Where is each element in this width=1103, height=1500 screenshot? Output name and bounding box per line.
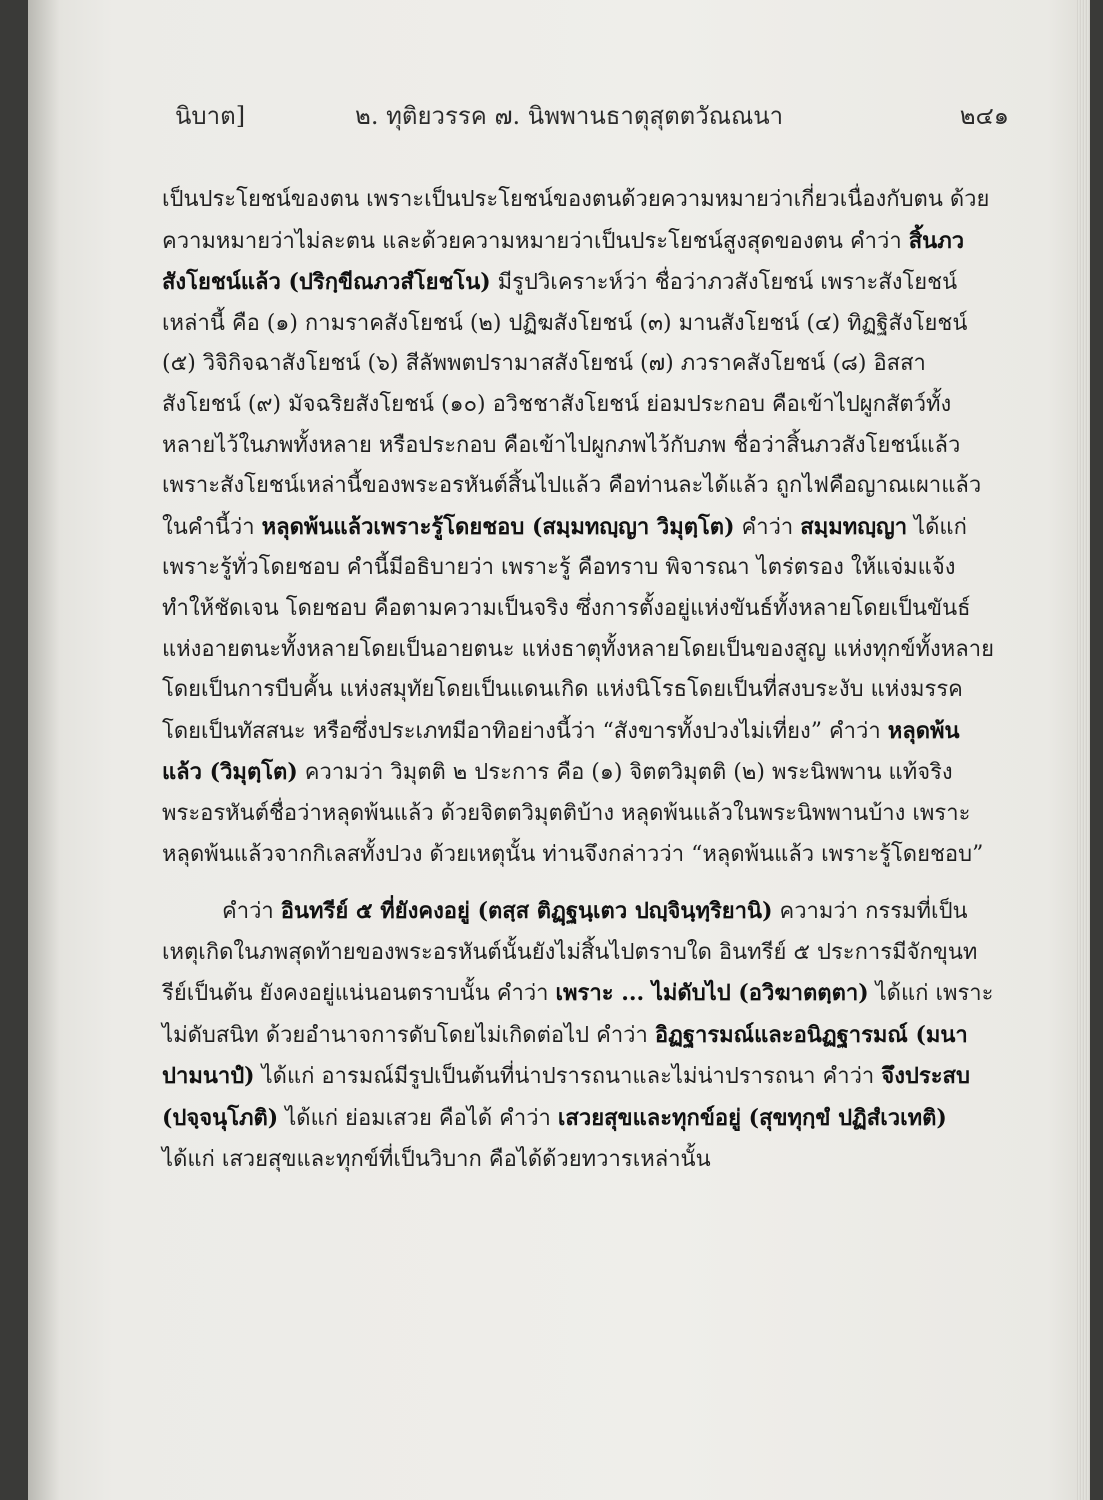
page-body	[162, 180, 994, 1180]
page-edge	[1077, 0, 1090, 1500]
term-bold: สมฺมทญฺญา	[800, 513, 908, 540]
text-run: เป็นประโยชน์ของตน เพราะเป็นประโยชน์ของตนด้วยความหมายว่าเกี่ยวเนื่องกับตน ด้วยความหมายว่าไม่ละตน และด้วยความหมายว่าเป็นประโยชน์สูงสุดของตน คำว่า	[162, 187, 990, 254]
text-run: ได้แก่ เพราะรู้ทั่วโดยชอบ คำนี้มีอธิบายว่า เพราะรู้ คือทราบ พิจารณา ไตร่ตรอง ให้แจ่มแจ้ง ทำให้ชัดเจน โดยชอบ คือตามความเป็นจริง ซึ่งการตั้งอยู่แห่งขันธ์ทั้งหลายโดยเป็นขันธ์ แห่งอายตนะทั้งหลายโดยเป็นอายตนะ แห่งธาตุทั้งหลายโดยเป็นของสูญ แห่งทุกข์ทั้งหลายโดยเป็นการบีบคั้น แห่งสมุทัยโดยเป็นแดนเกิด แห่งนิโรธโดยเป็นที่สงบระงับ แห่งมรรคโดยเป็นทัสสนะ หรือซึ่งประเภทมีอาทิอย่างนี้ว่า “สังขารทั้งปวงไม่เที่ยง” คำว่า	[162, 514, 995, 744]
term-bold: เพราะ ... ไม่ดับไป (อวิฆาตตฺตา)	[555, 980, 869, 1007]
header-section-label: นิบาต]	[175, 102, 246, 130]
header-chapter-title: ๒. ทุติยวรรค ๗. นิพพานธาตุสุตตวัณณนา	[355, 102, 784, 130]
text-run: ได้แก่ เพราะไม่ดับสนิท ด้วยอำนาจการดับโดยไม่เกิดต่อไป คำว่า	[162, 981, 994, 1048]
paragraph-2	[162, 891, 994, 1180]
running-header	[175, 96, 1009, 136]
text-run: ได้แก่ เสวยสุขและทุกข์ที่เป็นวิบาก คือได้ด้วยทวารเหล่านั้น	[162, 1106, 954, 1172]
paragraph-1	[162, 180, 994, 875]
text-run: คำว่า	[222, 899, 281, 925]
term-bold: อิฏฐารมณ์และอนิฏฐารมณ์ (มนาปามนาปํ)	[162, 1021, 968, 1090]
text-run: ได้แก่ อารมณ์มีรูปเป็นต้นที่น่าปรารถนาและไม่น่าปรารถนา คำว่า	[254, 1064, 882, 1090]
text-run: ได้แก่ ย่อมเสวย คือได้ คำว่า	[278, 1106, 558, 1132]
term-bold: หลุดพ้นแล้วเพราะรู้โดยชอบ (สมฺมทญฺญา วิมุตฺโต)	[261, 513, 735, 540]
page-number: ๒๔๑	[959, 102, 1009, 130]
book-page	[28, 0, 1090, 1500]
text-run: ความว่า วิมุตติ ๒ ประการ คือ (๑) จิตตวิมุตติ (๒) พระนิพพาน แท้จริง พระอรหันต์ชื่อว่าหลุดพ้นแล้ว ด้วยจิตตวิมุตติบ้าง หลุดพ้นแล้วในพระนิพพานบ้าง เพราะหลุดพ้นแล้วจากกิเลสทั้งปวง ด้วยเหตุนั้น ท่านจึงกล่าวว่า “หลุดพ้นแล้ว เพราะรู้โดยชอบ”	[162, 760, 984, 867]
term-bold: สิ้นภวสังโยชน์แล้ว (ปริกฺขีณภวสํโยชโน)	[162, 227, 965, 296]
term-bold: อินทรีย์ ๕ ที่ยังคงอยู่ (ตสฺส ติฏฺฐนฺเตว ปญฺจินฺทฺริยานิ)	[280, 898, 773, 925]
text-run: มีรูปวิเคราะห์ว่า ชื่อว่าภวสังโยชน์ เพราะสังโยชน์เหล่านี้ คือ (๑) กามราคสังโยชน์ (๒) ปฏิฆสังโยชน์ (๓) มานสังโยชน์ (๔) ทิฏฐิสังโยชน์ (๕) วิจิกิจฉาสังโยชน์ (๖) สีลัพพตปรามาสสังโยชน์ (๗) ภวราคสังโยชน์ (๘) อิสสาสังโยชน์ (๙) มัจฉริยสังโยชน์ (๑๐) อวิชชาสังโยชน์ ย่อมประกอบ คือเข้าไปผูกสัตว์ทั้งหลายไว้ในภพทั้งหลาย หรือประกอบ คือเข้าไปผูกภพไว้กับภพ ชื่อว่าสิ้นภวสังโยชน์แล้ว เพราะสังโยชน์เหล่านี้ของพระอรหันต์สิ้นไปแล้ว คือท่านละได้แล้ว ถูกไฟคือญาณเผาแล้ว ในคำนี้ว่า	[162, 270, 989, 540]
term-bold: เสวยสุขและทุกข์อยู่ (สุขทุกฺขํ ปฏิสํเวเทติ)	[557, 1105, 947, 1132]
text-run: ความว่า กรรมที่เป็นเหตุเกิดในภพสุดท้ายของพระอรหันต์นั้นยังไม่สิ้นไปตราบใด อินทรีย์ ๕ ประการมีจักขุนทรีย์เป็นต้น ยังคงอยู่แน่นอนตราบนั้น คำว่า	[162, 899, 978, 1007]
term-bold: จึงประสบ (ปจฺจนุโภติ)	[162, 1063, 978, 1132]
term-bold: หลุดพ้นแล้ว (วิมุตฺโต)	[162, 717, 960, 786]
text-run: คำว่า	[734, 514, 801, 540]
